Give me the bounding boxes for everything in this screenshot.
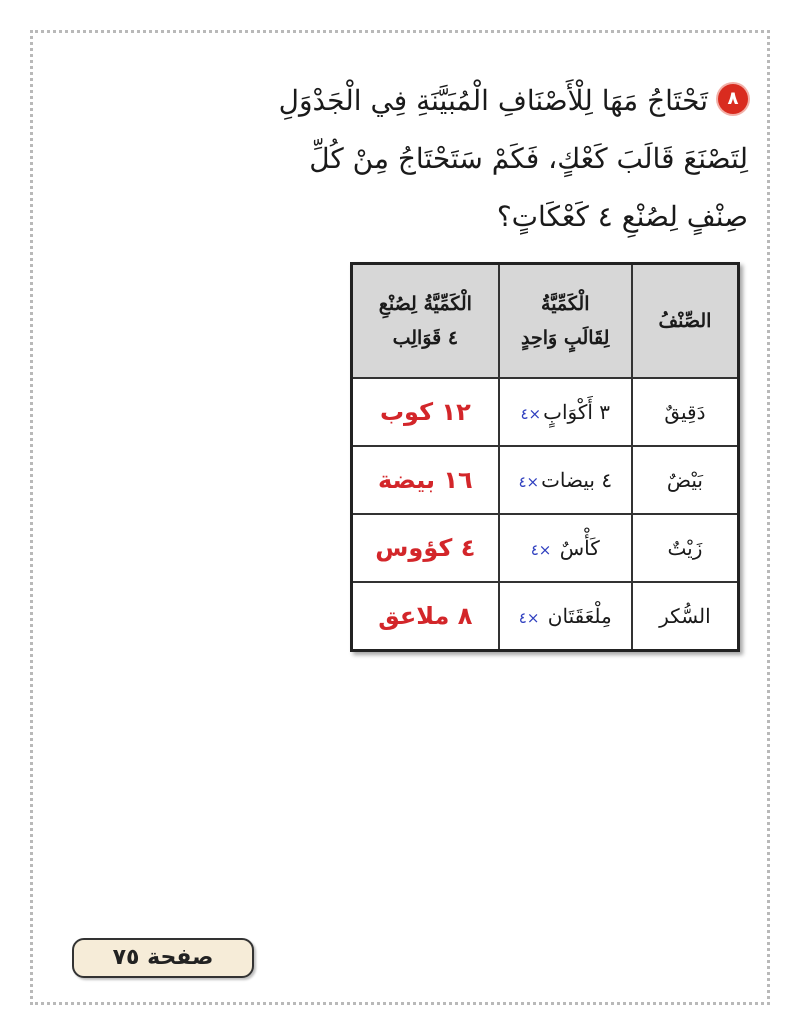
cell-type: بَيْضٌ [632,446,739,514]
cell-answer: ٤ كؤوس [352,514,499,582]
page-number-label: صفحة ٧٥ [72,938,254,978]
table-header-row [352,264,739,379]
question-text-1: تَحْتَاجُ مَهَا لِلْأَصْنَافِ الْمُبَيَّنَةِ فِي الْجَدْوَلِ [278,84,708,117]
ingredients-table [350,262,740,652]
table-row [352,582,739,651]
multiplier: ×٤ [530,541,552,559]
cell-one-mold: ٣ أَكْوَابٍ×٤ [499,378,632,446]
header-one-mold: الْكَمِّيَّةُ لِقَالَبٍ وَاحِدٍ [499,264,632,379]
multiplier: ×٤ [520,405,542,423]
question-line-2: لِتَصْنَعَ قَالَبَ كَعْكٍ، فَكَمْ سَتَحْتَاجُ مِنْ كُلِّ [309,142,748,175]
table-row [352,514,739,582]
question-line-1 [278,72,748,130]
question-line-3: صِنْفٍ لِصُنْعِ ٤ كَعْكَاتٍ؟ [496,200,748,233]
header-four-molds: الْكَمِّيَّةُ لِصُنْعِ ٤ قَوَالِب [352,264,499,379]
cell-one-mold: ٤ بيضات×٤ [499,446,632,514]
cell-one-mold: كَأْسٌ ×٤ [499,514,632,582]
multiplier: ×٤ [518,609,540,627]
multiplier: ×٤ [518,473,540,491]
question-number-badge: ٨ [718,84,748,114]
cell-one-mold: مِلْعَقَتَان ×٤ [499,582,632,651]
cell-answer: ١٦ بيضة [352,446,499,514]
question-block [278,72,748,246]
cell-type: دَقِيقٌ [632,378,739,446]
cell-type: زَيْتٌ [632,514,739,582]
cell-answer: ١٢ كوب [352,378,499,446]
header-type: الصِّنْفُ [632,264,739,379]
cell-answer: ٨ ملاعق [352,582,499,651]
table-row [352,378,739,446]
table-row [352,446,739,514]
cell-type: السُّكر [632,582,739,651]
